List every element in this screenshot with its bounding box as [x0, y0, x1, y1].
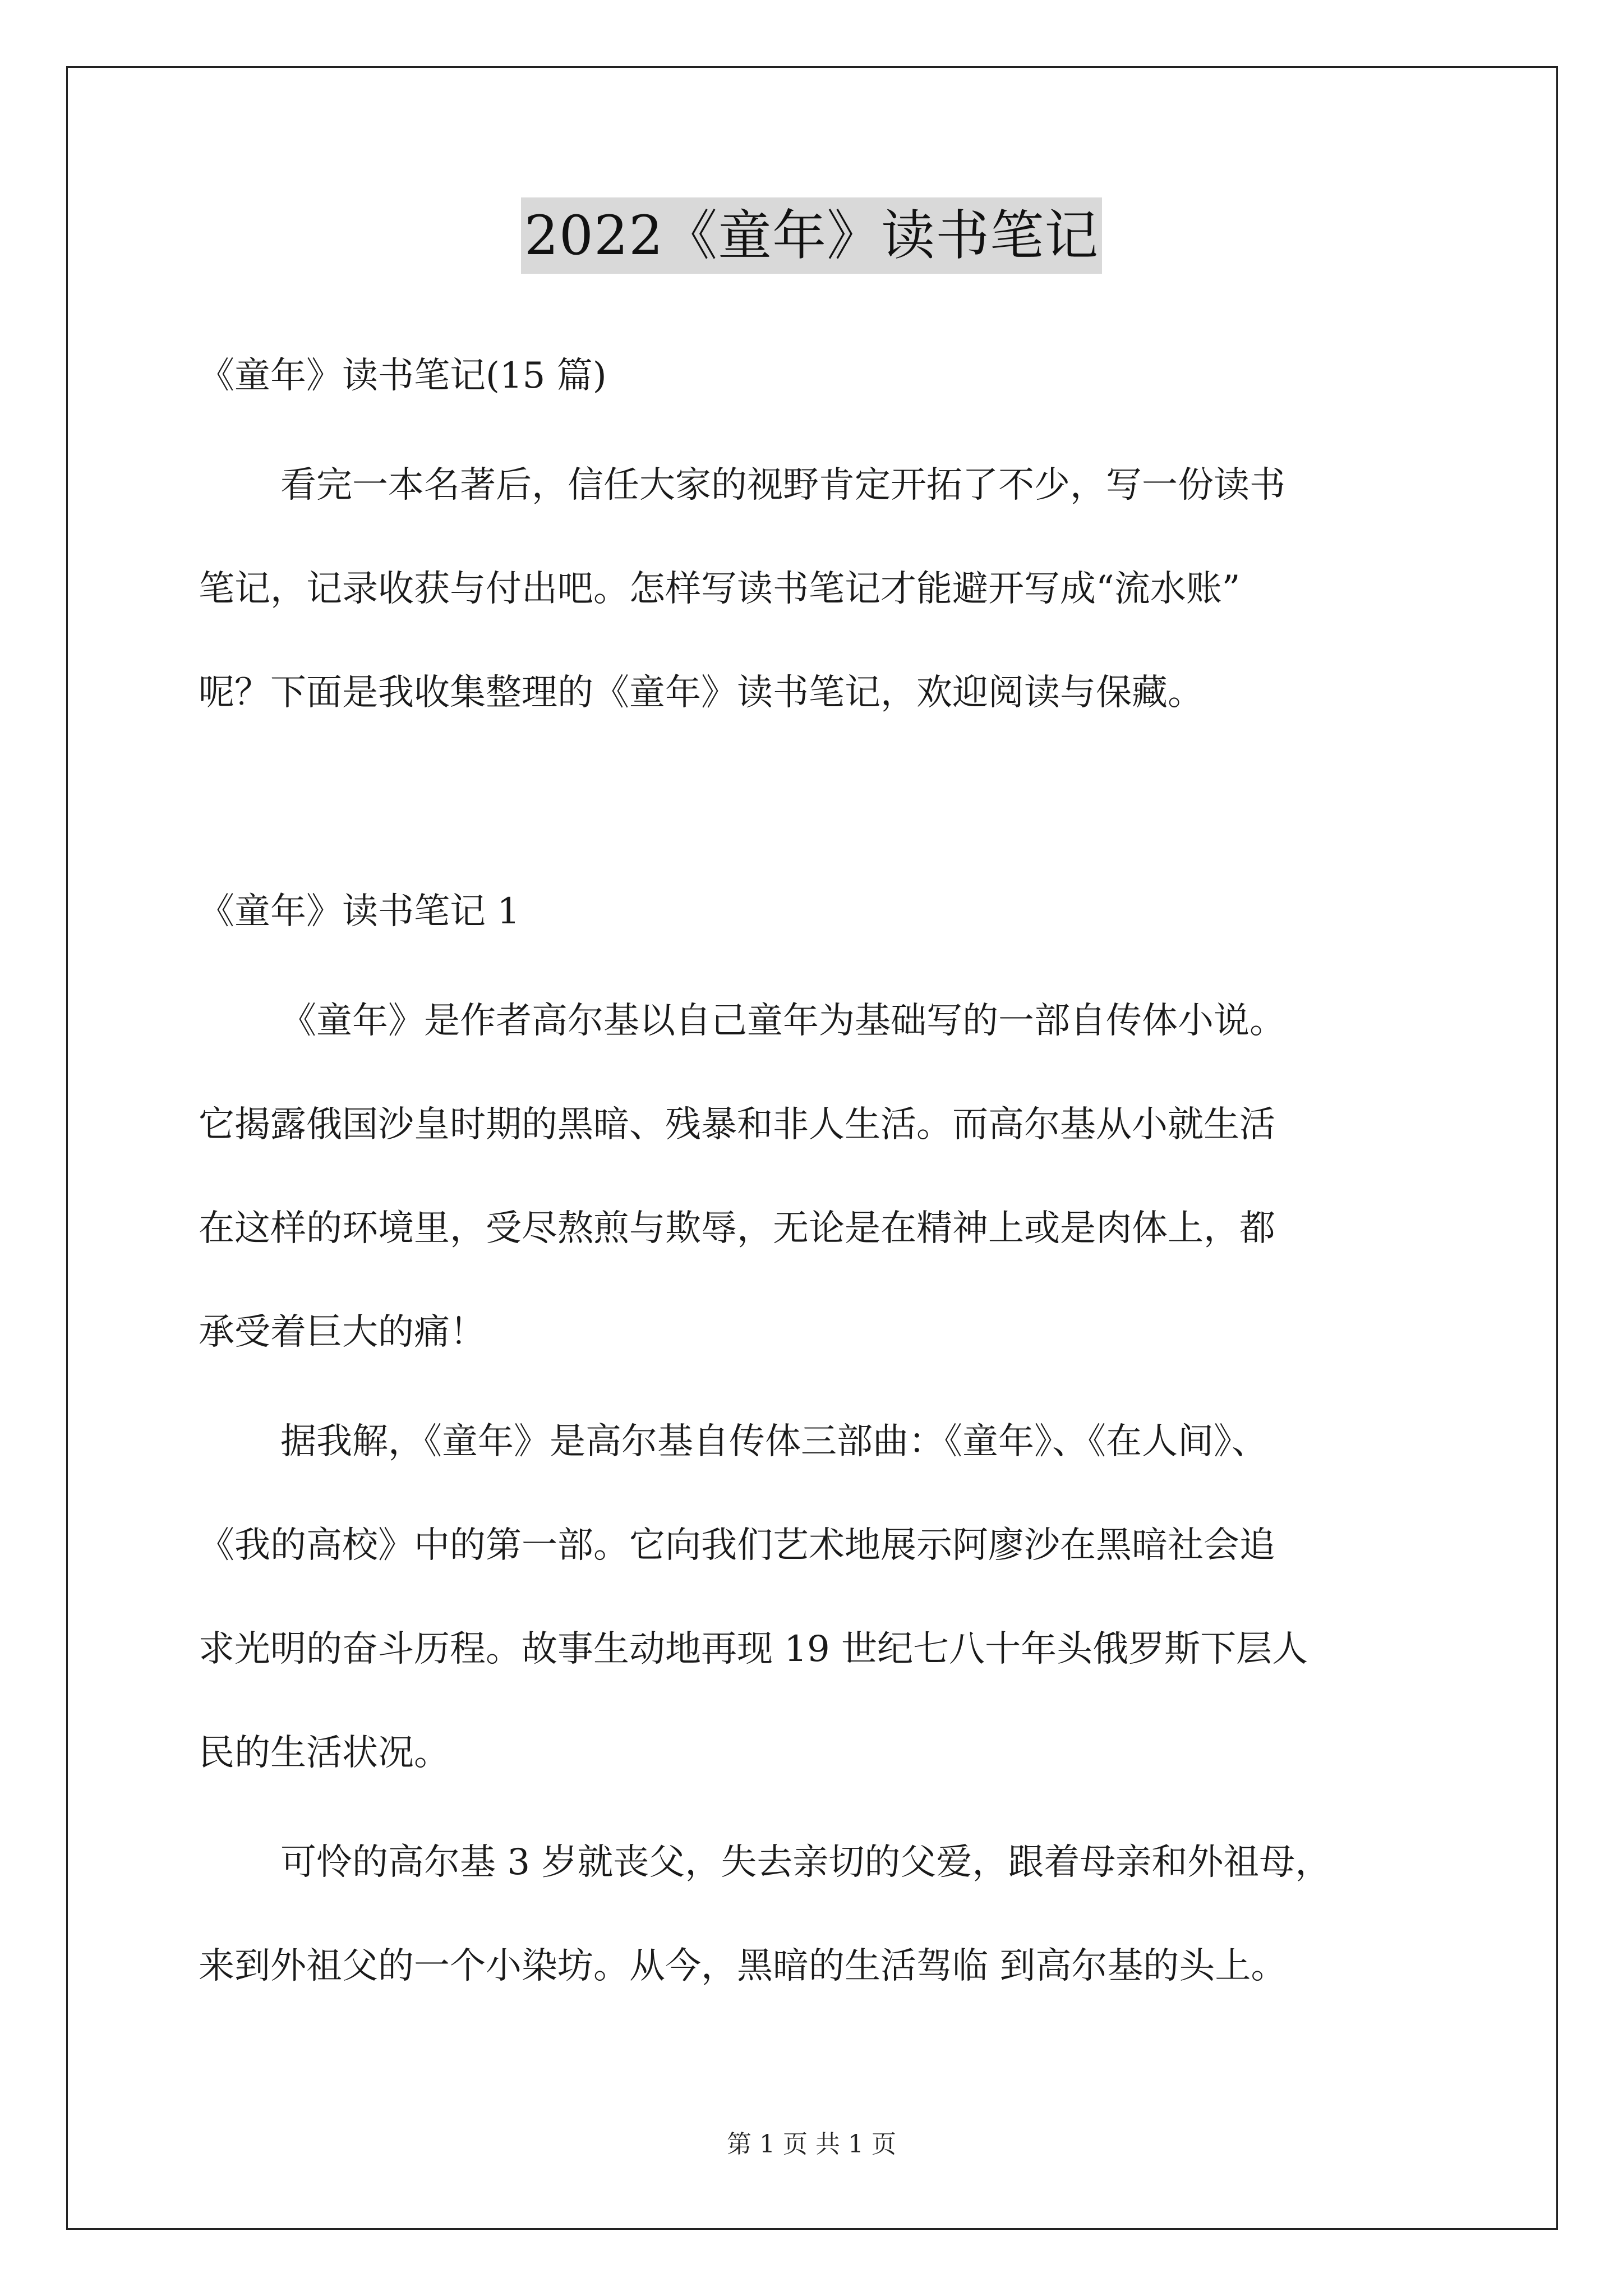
para2-line-3: 求光明的奋斗历程。故事生动地再现 19 世纪七八十年头俄罗斯下层人	[199, 1628, 1308, 1670]
intro-line-1: 看完一本名著后，信任大家的视野肯定开拓了不少，写一份读书	[280, 464, 1285, 506]
section-heading: 《童年》读书笔记 1	[199, 891, 520, 932]
subtitle: 《童年》读书笔记(15 篇)	[199, 355, 607, 397]
para1-line-1: 《童年》是作者高尔基以自己童年为基础写的一部自传体小说。	[280, 1000, 1285, 1042]
title-container	[0, 197, 1623, 274]
document-title: 2022《童年》读书笔记	[521, 197, 1102, 274]
para1-line-3: 在这样的环境里，受尽熬煎与欺辱，无论是在精神上或是肉体上，都	[199, 1208, 1275, 1249]
para1-line-4: 承受着巨大的痛！	[199, 1312, 486, 1353]
para2-line-4: 民的生活状况。	[199, 1732, 450, 1774]
intro-line-2: 笔记，记录收获与付出吧。怎样写读书笔记才能避开写成“流水账”	[199, 568, 1241, 610]
para1-line-2: 它揭露俄国沙皇时期的黑暗、残暴和非人生活。而高尔基从小就生活	[199, 1104, 1275, 1145]
para3-line-1: 可怜的高尔基 3 岁就丧父，失去亲切的父爱，跟着母亲和外祖母，	[280, 1842, 1331, 1883]
page-footer: 第 1 页 共 1 页	[727, 2130, 896, 2159]
para2-line-1: 据我解，《童年》是高尔基自传体三部曲：《童年》、《在人间》、	[280, 1421, 1267, 1462]
para2-line-2: 《我的高校》中的第一部。它向我们艺术地展示阿廖沙在黑暗社会追	[199, 1525, 1275, 1566]
intro-line-3: 呢？下面是我收集整理的《童年》读书笔记，欢迎阅读与保藏。	[199, 672, 1204, 714]
para3-line-2: 来到外祖父的一个小染坊。从今，黑暗的生活驾临 到高尔基的头上。	[199, 1945, 1287, 1987]
